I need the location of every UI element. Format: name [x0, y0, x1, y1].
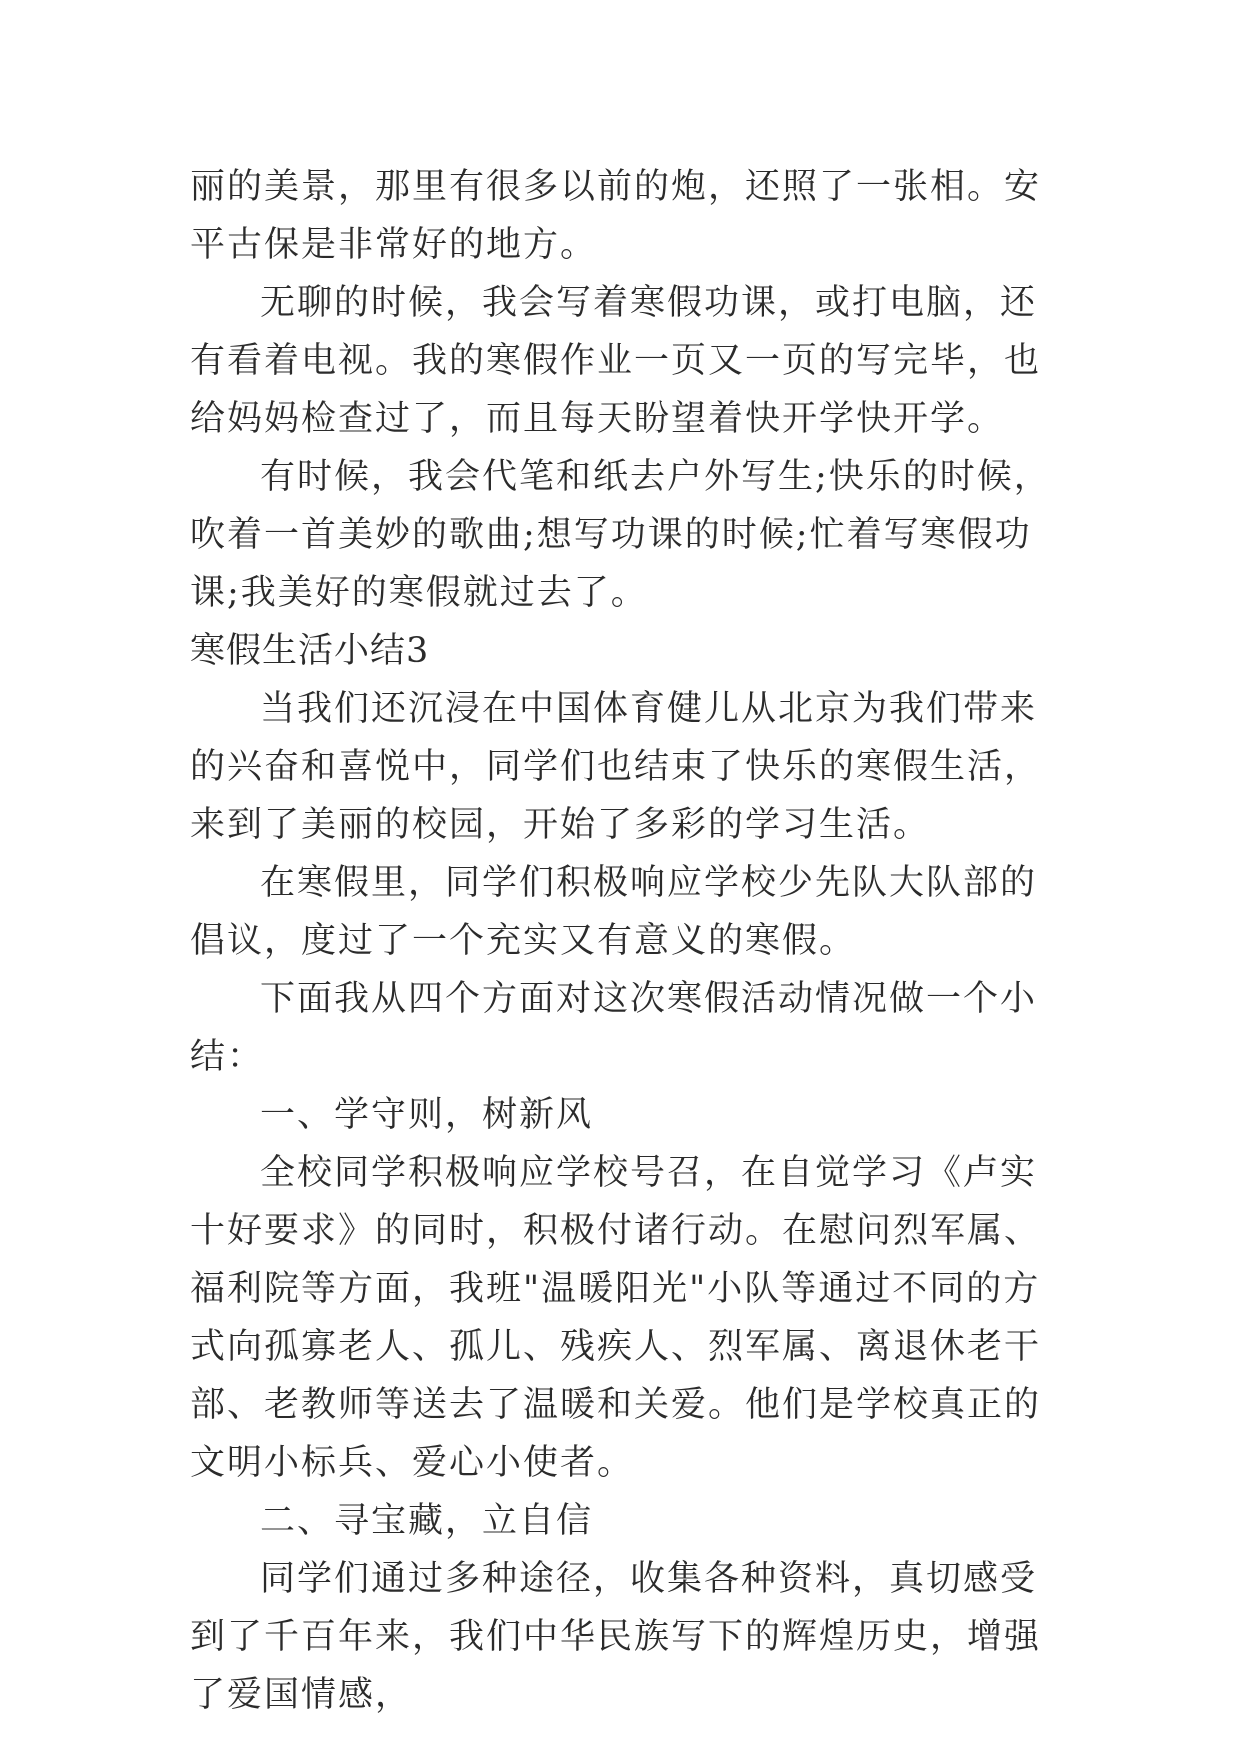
paragraph-sketching: 有时候，我会代笔和纸去户外写生;快乐的时候，吹着一首美妙的歌曲;想写功课的时候;忙着写寒假功课;我美好的寒假就过去了。: [190, 457, 1051, 613]
paragraph-winter-break: 在寒假里，同学们积极响应学校少先队大队部的倡议，度过了一个充实又有意义的寒假。: [190, 863, 1038, 961]
section-heading: 寒假生活小结3: [190, 631, 430, 671]
subheading-two: 二、寻宝藏，立自信: [260, 1501, 594, 1541]
paragraph-summary-lead: 下面我从四个方面对这次寒假活动情况做一个小结：: [190, 979, 1038, 1077]
paragraph-intro: 当我们还沉浸在中国体育健儿从北京为我们带来的兴奋和喜悦中，同学们也结束了快乐的寒假生活，来到了美丽的校园，开始了多彩的学习生活。: [190, 689, 1042, 845]
paragraph-rules: 全校同学积极响应学校号召，在自觉学习《卢实十好要求》的同时，积极付诸行动。在慰问烈军属、福利院等方面，我班"温暖阳光"小队等通过不同的方式向孤寡老人、孤儿、残疾人、烈军属、离退休老干部、老教师等送去了温暖和关爱。他们是学校真正的文明小标兵、爱心小使者。: [190, 1153, 1042, 1483]
document-body: [190, 158, 1065, 1724]
paragraph-boredom: 无聊的时候，我会写着寒假功课，或打电脑，还有看着电视。我的寒假作业一页又一页的写完毕，也给妈妈检查过了，而且每天盼望着快开学快开学。: [190, 283, 1042, 439]
paragraph-history: 同学们通过多种途径，收集各种资料，真切感受到了千百年来，我们中华民族写下的辉煌历史，增强了爱国情感，: [190, 1559, 1042, 1715]
subheading-one: 一、学守则，树新风: [260, 1095, 594, 1135]
paragraph-continuation: 丽的美景，那里有很多以前的炮，还照了一张相。安平古保是非常好的地方。: [190, 167, 1042, 265]
